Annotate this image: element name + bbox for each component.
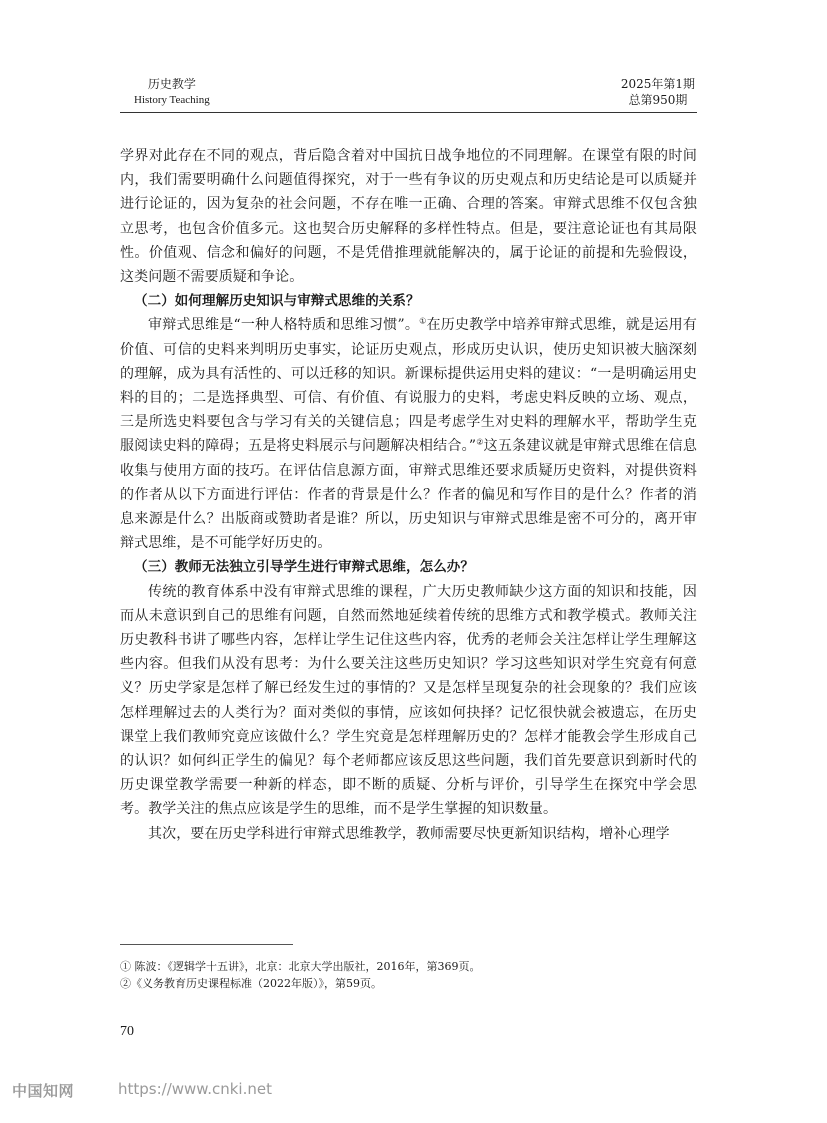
section-heading-2: （二）如何理解历史知识与审辩式思维的关系？ [134, 293, 420, 310]
cnki-url[interactable]: https://www.cnki.net [118, 1080, 272, 1098]
paragraph-1: 学界对此存在不同的观点，背后隐含着对中国抗日战争地位的不同理解。在课堂有限的时间内，我们需要明确什么问题值得探究，对于一些有争议的历史观点和历史结论是可以质疑并进行论证的，因为复杂的社会问题，不存在唯一正确、合理的答案。审辩式思维不仅包含独立思考，也包含价值多元。这也契合历史解释的多样性特点。但是，要注意论证也有其局限性。价值观、信念和偏好的问题，不是凭借推理就能解决的，属于论证的前提和先验假设，这类问题不需要质疑和争论。 [120, 148, 697, 286]
paragraph-2-part-b: 在历史教学中培养审辩式思维，就是运用有价值、可信的史料来判明历史事实，论证历史观点，形成历史认识，使历史知识被大脑深刻的理解，成为具有活性的、可以迁移的知识。新课标提供运用史料的建议：“一是明确运用史料的目的；二是选择典型、可信、有价值、有说服力的史料，考虑史料反映的立场、观点，三是所选史料要包含与学习有关的关键信息；四是考虑学生对史料的理解水平，帮助学生克服阅读史料的障碍；五是将史料展示与问题解决相结合。” [120, 317, 697, 455]
page-number: 70 [120, 1024, 134, 1039]
footnote-divider [120, 944, 293, 945]
journal-title-cn: 历史教学 [147, 77, 196, 91]
section-heading-3: （三）教师无法独立引导学生进行审辩式思维，怎么办？ [134, 559, 474, 576]
journal-title [134, 76, 210, 108]
journal-title-en: History Teaching [134, 94, 210, 106]
total-issue-number: 总第950期 [628, 93, 688, 107]
issue-number: 2025年第1期 [620, 77, 695, 91]
footnote-ref-1[interactable]: ① [419, 316, 427, 326]
running-header [120, 76, 697, 113]
issue-info [621, 76, 695, 108]
footnote-1: ① 陈波：《逻辑学十五讲》，北京：北京大学出版社，2016年，第369页。 [120, 960, 481, 973]
paragraph-2 [120, 313, 697, 555]
footnote-ref-2[interactable]: ② [476, 437, 484, 447]
footnote-2: ②《义务教育历史课程标准（2022年版）》，第59页。 [120, 977, 382, 990]
paragraph-3: 传统的教育体系中没有审辩式思维的课程，广大历史教师缺少这方面的知识和技能，因而从未意识到自己的思维有问题，自然而然地延续着传统的思维方式和教学模式。教师关注历史教科书讲了哪些内容，怎样让学生记住这些内容，优秀的老师会关注怎样让学生理解这些内容。但我们从没有思考：为什么要关注这些历史知识？学习这些知识对学生究竟有何意义？历史学家是怎样了解已经发生过的事情的？又是怎样呈现复杂的社会现象的？我们应该怎样理解过去的人类行为？面对类似的事情，应该如何抉择？记忆很快就会被遗忘，在历史课堂上我们教师究竟应该做什么？学生究竟是怎样理解历史的？怎样才能教会学生形成自己的认识？如何纠正学生的偏见？每个老师都应该反思这些问题，我们首先要意识到新时代的历史课堂教学需要一种新的样态，即不断的质疑、分析与评价，引导学生在探究中学会思考。教学关注的焦点应该是学生的思维，而不是学生掌握的知识数量。 [120, 583, 697, 818]
cnki-watermark [0, 1080, 827, 1114]
paragraph-2-part-c: 这五条建议就是审辩式思维在信息收集与使用方面的技巧。在评估信息源方面，审辩式思维还要求质疑历史资料，对提供资料的作者从以下方面进行评估：作者的背景是什么？作者的偏见和写作目的是什么？作者的消息来源是什么？出版商或赞助者是谁？所以，历史知识与审辩式思维是密不可分的，离开审辩式思维，是不可能学好历史的。 [120, 438, 698, 552]
article-body [120, 144, 697, 846]
cnki-logo: 中国知网 [12, 1082, 75, 1100]
paragraph-2-part-a: 审辩式思维是“一种人格特质和思维习惯”。 [148, 317, 420, 334]
paragraph-4: 其次，要在历史学科进行审辩式思维教学，教师需要尽快更新知识结构，增补心理学 [148, 825, 670, 842]
footnotes [120, 958, 480, 992]
